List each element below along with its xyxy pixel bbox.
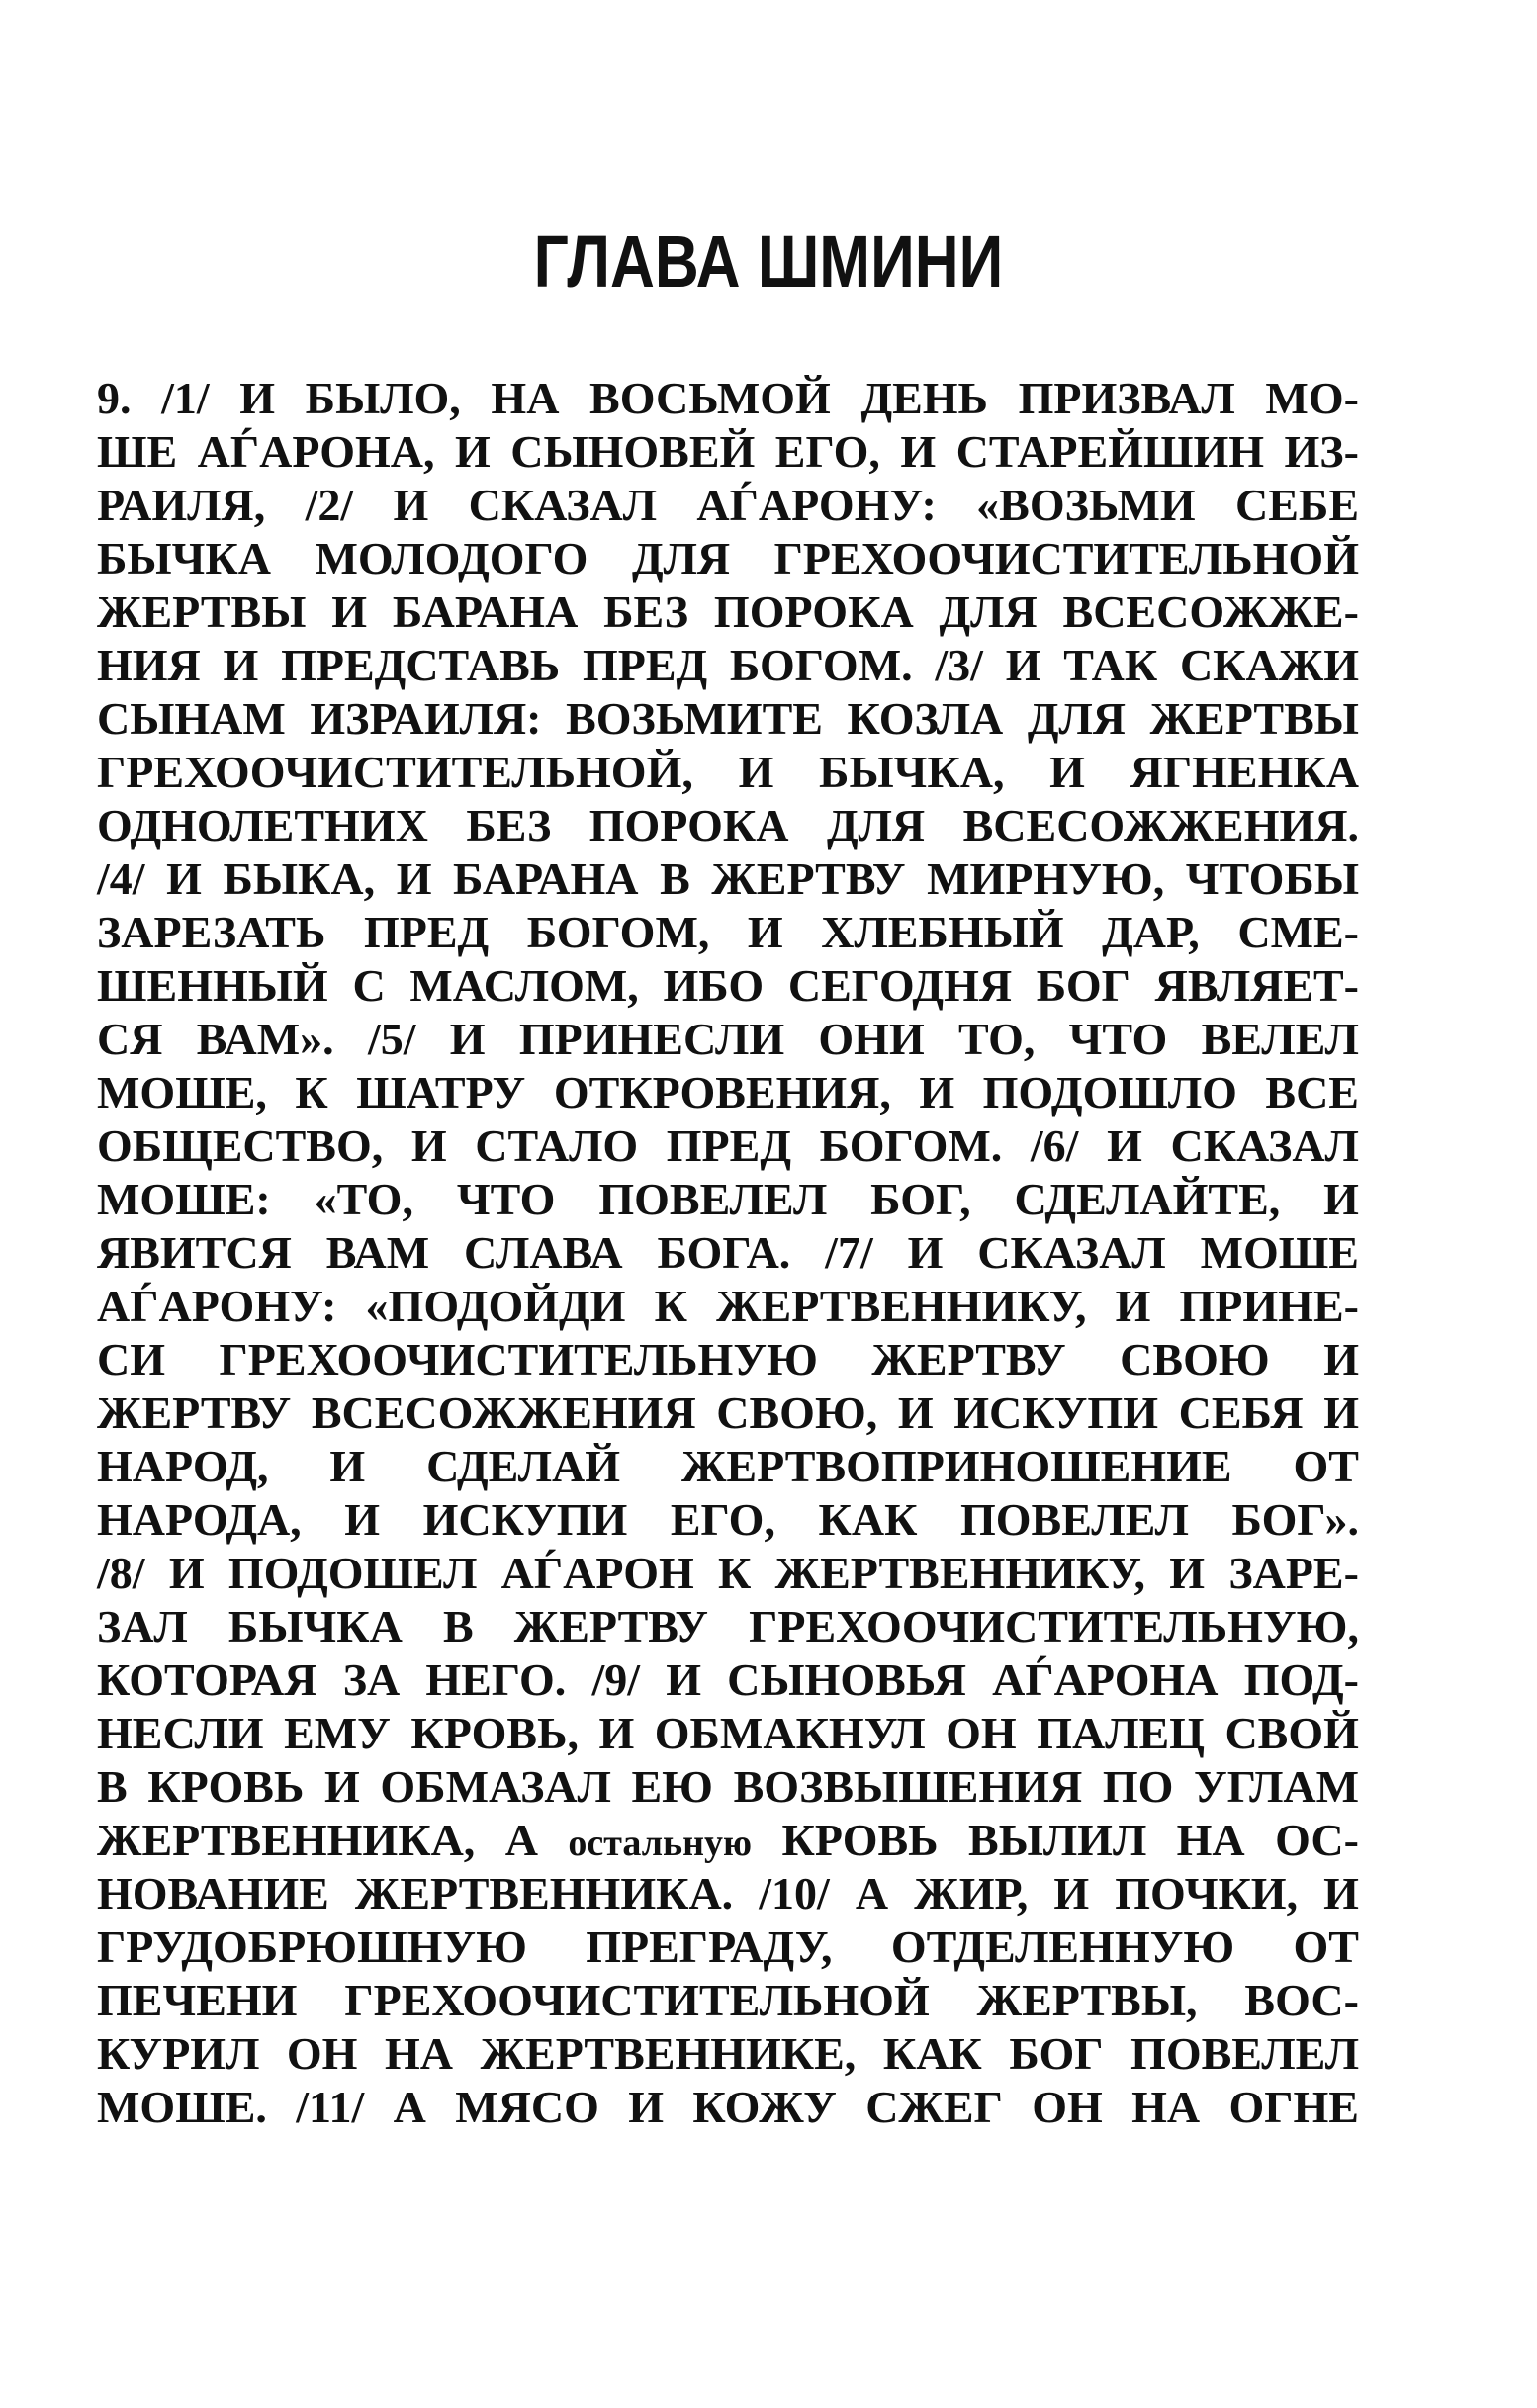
text-line: КУРИЛ ОН НА ЖЕРТВЕННИКЕ, КАК БОГ ПОВЕЛЕЛ [97, 2028, 1359, 2079]
text-line: ЗАРЕЗАТЬ ПРЕД БОГОМ, И ХЛЕБНЫЙ ДАР, СМЕ- [97, 907, 1359, 957]
text-line: /8/ И ПОДОШЕЛ АЃАРОН К ЖЕРТВЕННИКУ, И ЗАРЕ- [97, 1548, 1359, 1598]
text-line: НОВАНИЕ ЖЕРТВЕННИКА. /10/ А ЖИР, И ПОЧКИ, И [97, 1868, 1359, 1918]
text-line: ЖЕРТВЫ И БАРАНА БЕЗ ПОРОКА ДЛЯ ВСЕСОЖЖЕ- [97, 586, 1359, 637]
text-line: 9. /1/ И БЫЛО, НА ВОСЬМОЙ ДЕНЬ ПРИЗВАЛ МО- [97, 373, 1359, 423]
text-line: СЫНАМ ИЗРАИЛЯ: ВОЗЬМИТЕ КОЗЛА ДЛЯ ЖЕРТВЫ [97, 693, 1359, 744]
text-line: ШЕННЫЙ С МАСЛОМ, ИБО СЕГОДНЯ БОГ ЯВЛЯЕТ- [97, 960, 1359, 1011]
text-line: МОШЕ, К ШАТРУ ОТКРОВЕНИЯ, И ПОДОШЛО ВСЕ [97, 1067, 1359, 1117]
text-line: ЯВИТСЯ ВАМ СЛАВА БОГА. /7/ И СКАЗАЛ МОШЕ [97, 1227, 1359, 1278]
text-line: ШЕ АЃАРОНА, И СЫНОВЕЙ ЕГО, И СТАРЕЙШИН ИЗ- [97, 426, 1359, 477]
text-line: В КРОВЬ И ОБМАЗАЛ ЕЮ ВОЗВЫШЕНИЯ ПО УГЛАМ [97, 1761, 1359, 1812]
text-line: /4/ И БЫКА, И БАРАНА В ЖЕРТВУ МИРНУЮ, ЧТОБЫ [97, 853, 1359, 904]
text-line: ЖЕРТВУ ВСЕСОЖЖЕНИЯ СВОЮ, И ИСКУПИ СЕБЯ И [97, 1387, 1359, 1438]
text-line: НАРОД, И СДЕЛАЙ ЖЕРТВОПРИНОШЕНИЕ ОТ [97, 1441, 1359, 1491]
text-line: АЃАРОНУ: «ПОДОЙДИ К ЖЕРТВЕННИКУ, И ПРИНЕ- [97, 1281, 1359, 1331]
text-line: СЯ ВАМ». /5/ И ПРИНЕСЛИ ОНИ ТО, ЧТО ВЕЛЕЛ [97, 1014, 1359, 1064]
text-line: МОШЕ. /11/ А МЯСО И КОЖУ СЖЕГ ОН НА ОГНЕ [97, 2082, 1359, 2132]
text-line: ГРЕХООЧИСТИТЕЛЬНОЙ, И БЫЧКА, И ЯГНЕНКА [97, 747, 1359, 797]
text-line: БЫЧКА МОЛОДОГО ДЛЯ ГРЕХООЧИСТИТЕЛЬНОЙ [97, 533, 1359, 583]
text-line: ГРУДОБРЮШНУЮ ПРЕГРАДУ, ОТДЕЛЕННУЮ ОТ [97, 1921, 1359, 1972]
text-line: НАРОДА, И ИСКУПИ ЕГО, КАК ПОВЕЛЕЛ БОГ». [97, 1494, 1359, 1545]
text-line: СИ ГРЕХООЧИСТИТЕЛЬНУЮ ЖЕРТВУ СВОЮ И [97, 1334, 1359, 1384]
chapter-body-text [97, 372, 1359, 2134]
text-line: ЖЕРТВЕННИКА, А остальную КРОВЬ ВЫЛИЛ НА ОС- [97, 1815, 1359, 1865]
text-line: НИЯ И ПРЕДСТАВЬ ПРЕД БОГОМ. /3/ И ТАК СКАЖИ [97, 640, 1359, 690]
text-line: КОТОРАЯ ЗА НЕГО. /9/ И СЫНОВЬЯ АЃАРОНА ПОД- [97, 1654, 1359, 1705]
text-line: ПЕЧЕНИ ГРЕХООЧИСТИТЕЛЬНОЙ ЖЕРТВЫ, ВОС- [97, 1975, 1359, 2025]
text-line: НЕСЛИ ЕМУ КРОВЬ, И ОБМАКНУЛ ОН ПАЛЕЦ СВОЙ [97, 1708, 1359, 1758]
text-line: МОШЕ: «ТО, ЧТО ПОВЕЛЕЛ БОГ, СДЕЛАЙТЕ, И [97, 1174, 1359, 1224]
chapter-title: ГЛАВА ШМИНИ [533, 221, 1004, 303]
text-line: РАИЛЯ, /2/ И СКАЗАЛ АЃАРОНУ: «ВОЗЬМИ СЕБЕ [97, 480, 1359, 530]
text-line: ОБЩЕСТВО, И СТАЛО ПРЕД БОГОМ. /6/ И СКАЗАЛ [97, 1120, 1359, 1171]
text-line: ОДНОЛЕТНИХ БЕЗ ПОРОКА ДЛЯ ВСЕСОЖЖЕНИЯ. [97, 800, 1359, 850]
text-line: ЗАЛ БЫЧКА В ЖЕРТВУ ГРЕХООЧИСТИТЕЛЬНУЮ, [97, 1601, 1359, 1651]
